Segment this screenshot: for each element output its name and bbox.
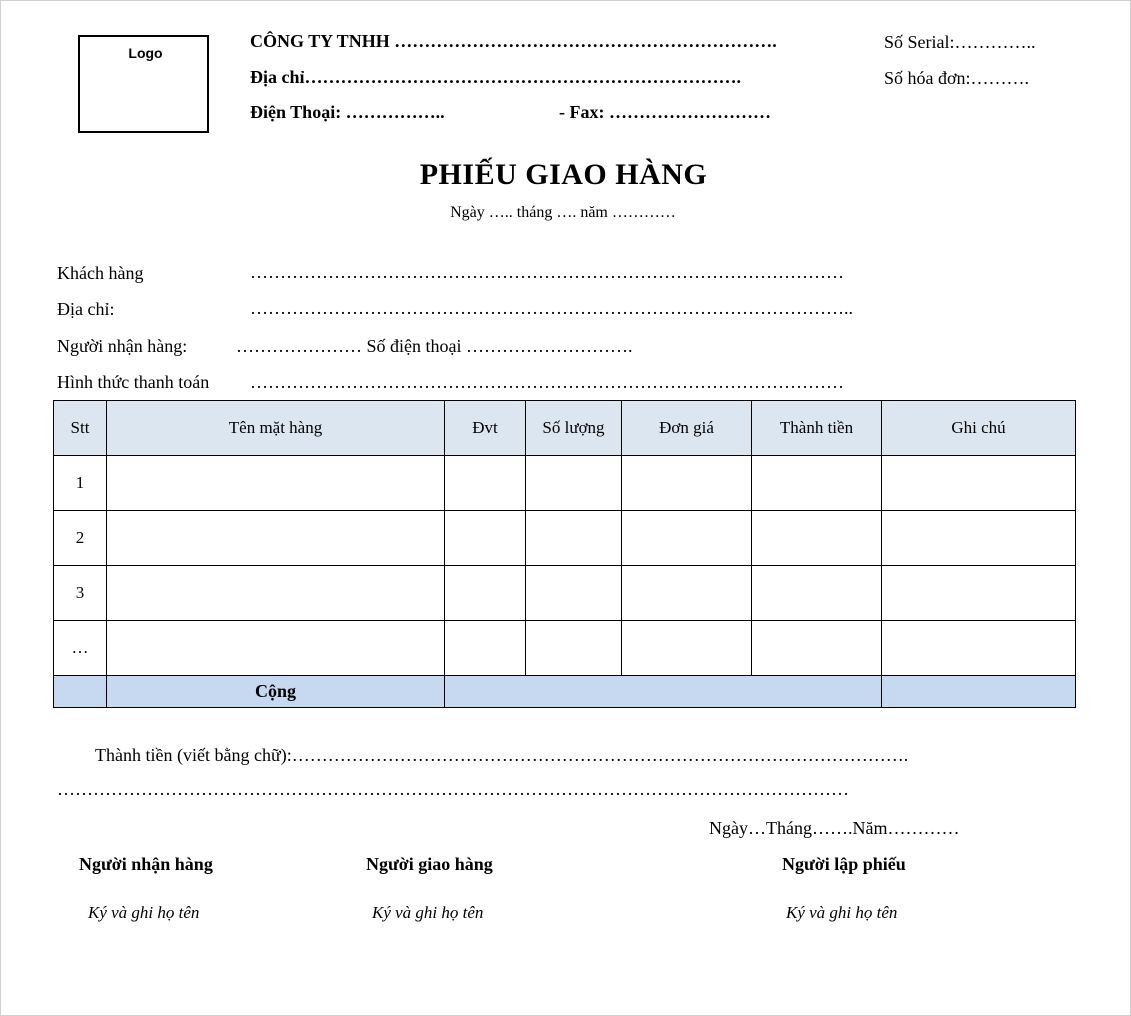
col-header-note: Ghi chú: [882, 401, 1076, 456]
creator-signature-note: Ký và ghi họ tên: [786, 903, 898, 922]
table-row: [54, 621, 1076, 676]
total-amount-cell[interactable]: [445, 676, 882, 708]
col-header-amount: Thành tiền: [752, 401, 882, 456]
serial-number: Số Serial:…………..: [884, 32, 1036, 52]
item-name-cell[interactable]: [107, 566, 445, 621]
unit-price-cell[interactable]: [622, 511, 752, 566]
note-cell[interactable]: [882, 511, 1076, 566]
address-field: ………………………………………………………………………………………..: [250, 298, 853, 318]
payment-field: ………………………………………………………………………………………: [250, 372, 844, 392]
total-label: Cộng: [107, 676, 445, 708]
quantity-cell[interactable]: [526, 511, 622, 566]
item-name-cell[interactable]: [107, 621, 445, 676]
company-fax: - Fax: ………………………: [559, 102, 771, 122]
customer-field: ………………………………………………………………………………………: [250, 262, 844, 282]
payment-label: Hình thức thanh toán: [57, 372, 210, 392]
amount-in-words-continued: ……………………………………………………………………………………………………………………: [57, 779, 849, 799]
receiver-signature-note: Ký và ghi họ tên: [88, 903, 200, 922]
item-name-cell[interactable]: [107, 511, 445, 566]
col-header-item-name: Tên mặt hàng: [107, 401, 445, 456]
receiver-signature-title: Người nhận hàng: [79, 854, 213, 874]
customer-label: Khách hàng: [57, 263, 144, 283]
receiver-field: ………………… Số điện thoại ……………………….: [236, 336, 633, 356]
table-row: [54, 511, 1076, 566]
col-header-unit-price: Đơn giá: [622, 401, 752, 456]
col-header-unit: Đvt: [445, 401, 526, 456]
deliverer-signature-title: Người giao hàng: [366, 854, 493, 874]
item-name-cell[interactable]: [107, 456, 445, 511]
row-number: …: [54, 621, 107, 676]
row-number: 2: [54, 511, 107, 566]
table-row: [54, 456, 1076, 511]
row-number: 3: [54, 566, 107, 621]
amount-cell[interactable]: [752, 566, 882, 621]
unit-cell[interactable]: [445, 621, 526, 676]
quantity-cell[interactable]: [526, 621, 622, 676]
amount-cell[interactable]: [752, 456, 882, 511]
unit-cell[interactable]: [445, 566, 526, 621]
unit-cell[interactable]: [445, 456, 526, 511]
creator-signature-title: Người lập phiếu: [782, 854, 906, 874]
note-cell[interactable]: [882, 621, 1076, 676]
receiver-label: Người nhận hàng:: [57, 336, 188, 356]
amount-cell[interactable]: [752, 511, 882, 566]
company-phone: Điện Thoại: ……………..: [250, 102, 445, 122]
unit-cell[interactable]: [445, 511, 526, 566]
quantity-cell[interactable]: [526, 566, 622, 621]
company-address: Địa chỉ……………………………………………………………….: [250, 67, 742, 87]
document-date: Ngày ….. tháng …. năm …………: [450, 204, 676, 221]
amount-cell[interactable]: [752, 621, 882, 676]
signature-date: Ngày…Tháng…….Năm…………: [709, 818, 960, 838]
unit-price-cell[interactable]: [622, 621, 752, 676]
col-header-stt: Stt: [54, 401, 107, 456]
document-title-text: PHIẾU GIAO HÀNG: [419, 158, 708, 191]
table-header-row: [54, 401, 1076, 456]
document-title: [0, 158, 1131, 192]
deliverer-signature-note: Ký và ghi họ tên: [372, 903, 484, 922]
quantity-cell[interactable]: [526, 456, 622, 511]
note-cell[interactable]: [882, 456, 1076, 511]
items-table: [53, 400, 1076, 708]
row-number: 1: [54, 456, 107, 511]
logo-label: Logo: [128, 45, 163, 61]
table-row: [54, 566, 1076, 621]
unit-price-cell[interactable]: [622, 566, 752, 621]
address-label: Địa chỉ:: [57, 299, 115, 319]
company-name: CÔNG TY TNHH ……………………………………………………….: [250, 31, 777, 51]
col-header-quantity: Số lượng: [526, 401, 622, 456]
total-row: [54, 676, 1076, 708]
logo-placeholder: [78, 35, 209, 133]
unit-price-cell[interactable]: [622, 456, 752, 511]
note-cell[interactable]: [882, 566, 1076, 621]
total-blank-cell: [54, 676, 107, 708]
invoice-number: Số hóa đơn:……….: [884, 68, 1030, 88]
amount-in-words: Thành tiền (viết bằng chữ):………………………………………………………………………………………….: [95, 745, 909, 765]
total-note-cell[interactable]: [882, 676, 1076, 708]
